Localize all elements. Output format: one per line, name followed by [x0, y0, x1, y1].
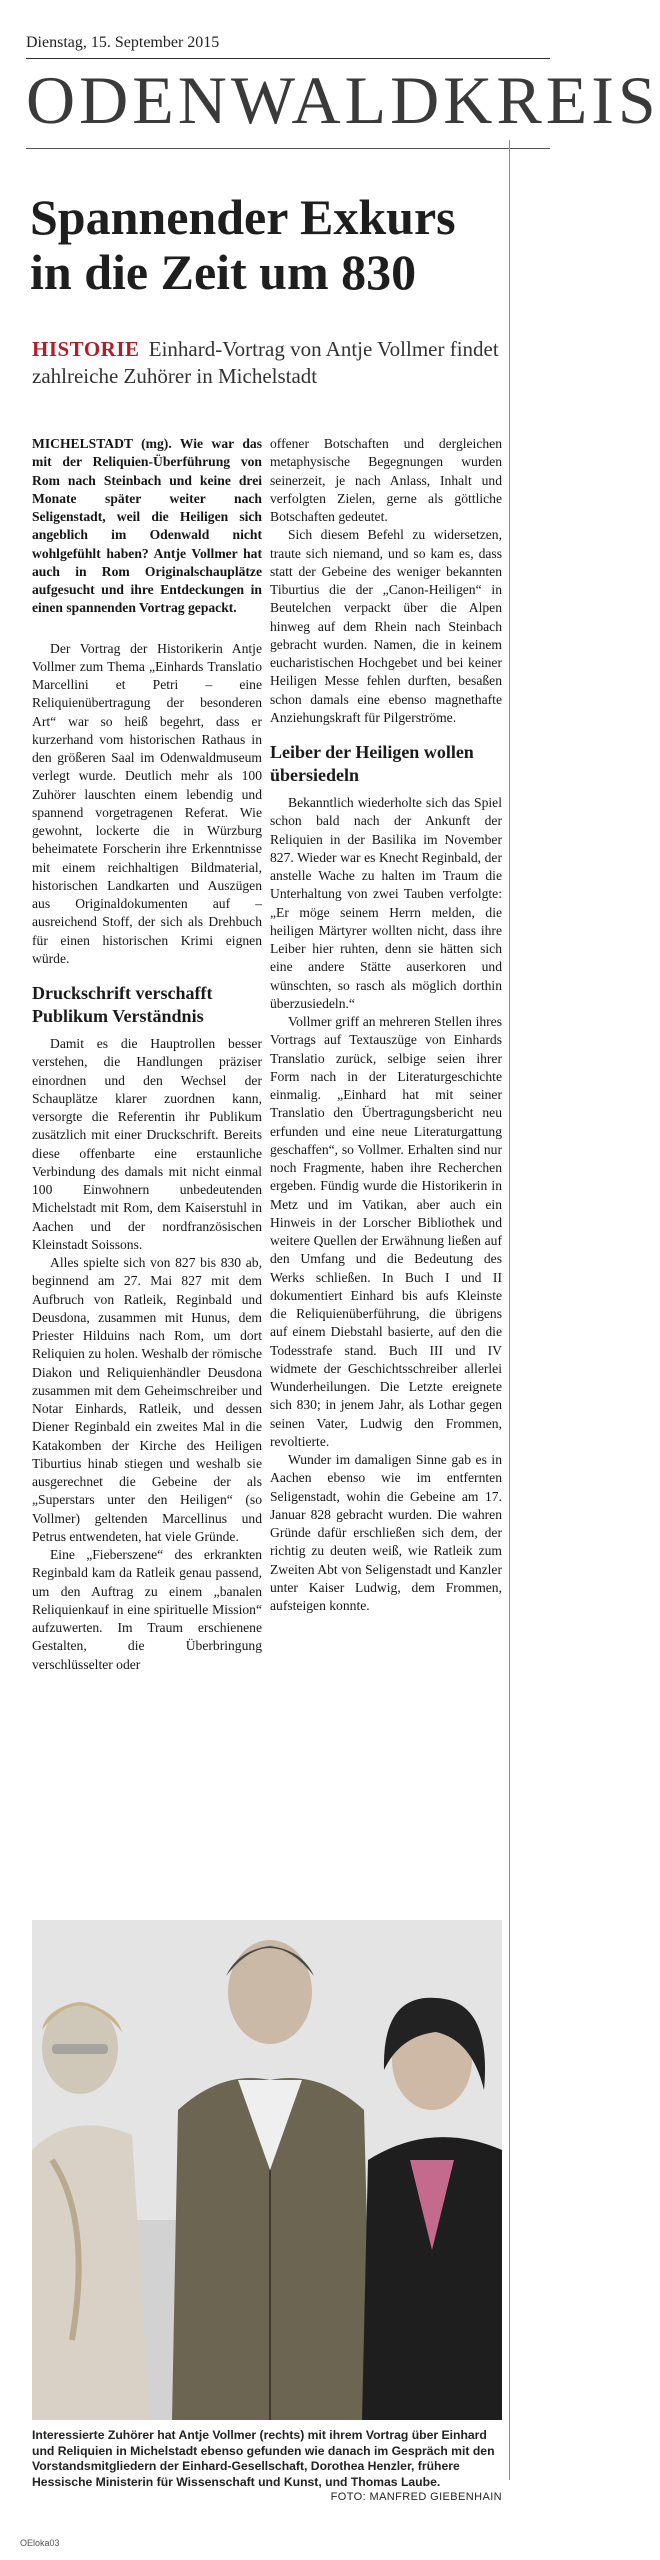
paragraph-6: Sich diesem Befehl zu widersetzen, traute sich niemand, und so kam es, dass statt der Gebeine des weniger bekannten Tiburtius die der „Canon-Heiligen“ in Beutelchen verpackt über die Alpen hinweg auf dem Rhein nach Steinbach gebracht wurden. Namen, die in keinem eucharistischen Hochgebet und bei keiner Heiligen Messe fehlen durften, besaßen schon damals eine ebenso magnethafte Anziehungskraft für Pilgerströme.	[270, 527, 502, 725]
paragraph-3: Alles spielte sich von 827 bis 830 ab, beginnend am 27. Mai 827 mit dem Aufbruch von Ratleik, Reginbald und Deusdona, zusammen mit Hunus, dem Priester Hilduins nach Rom, um dort Reliquien zu holen. Weshalb der römische Diakon und Reliquienhändler Deusdona zusammen mit dem Geheimschreiber und Notar Einhards, Ratleik, und dessen Diener Reginbald ein zweites Mal in die Katakomben der Kirche des Heiligen Tiburtius hinab stiegen und weshalb sie ausgerechnet die Gebeine der als „Superstars unter den Heiligen“ (so Vollmer) geltenden Marcellinus und Petrus entwendeten, hat viele Gründe.	[32, 1255, 262, 1544]
kicker-tag: HISTORIE	[32, 337, 140, 361]
page-code: OEloka03	[20, 2538, 60, 2548]
paragraph-7: Bekanntlich wiederholte sich das Spiel schon bald nach der Ankunft der Reliquien in der Basilika im November 827. Wieder war es Knecht Reginbald, der anstelle Wache zu halten im Traum die Unterhaltung von zwei Tauben verfolgte: „Er möge seinem Herrn melden, die heiligen Märtyrer wollten nicht, dass ihre Leiber hier ruhten, denn sie hätten sich eine andere Stätte auserkoren und wünschten, so rasch als möglich dorthin überzusiedeln.“	[270, 795, 502, 1011]
issue-date: Dienstag, 15. September 2015	[26, 34, 220, 51]
subheading-1: Druckschrift verschafft Publikum Verständnis	[32, 983, 213, 1026]
header-rule	[26, 58, 550, 59]
paragraph-1: Der Vortrag der Historikerin Antje Vollmer zum Thema „Einhards Translatio Marcellini et Petri – eine Reliquienübertragung der besonderen Art“ war so heiß begehrt, dass er kurzerhand vom historischen Rathaus in den größeren Saal im Odenwaldmuseum verlegt wurde. Deutlich mehr als 100 Zuhörer lauschten einem lebendig und spannend vorgetragenen Referat. Wie gewohnt, lockerte die in Würzburg beheimatete Forscherin ihre Erkenntnisse mit einem reichhaltigen Bildmaterial, historischen Landkarten und Auszügen aus Originaldokumenten auf – ausreichend Stoff, der sich als Drehbuch für einen historischen Krimi eignen würde.	[32, 640, 262, 966]
caption-text: Interessierte Zuhörer hat Antje Vollmer (rechts) mit ihrem Vortrag über Einhard und Reliquien in Michelstadt ebenso gefunden wie danach im Gespräch mit den Vorstandsmitgliedern der Einhard-Gesellschaft, Dorothea Henzler, frühere Hessische Ministerin für Wissenschaft und Kunst, und Thomas Laube.	[32, 2428, 495, 2489]
right-margin-rule	[509, 140, 510, 2480]
paragraph-2: Damit es die Hauptrollen besser verstehen, die Handlungen präziser einordnen und den Wechsel der Schauplätze klarer zuordnen kann, versorgte die Referentin ihr Publikum zusätzlich mit einer Druckschrift. Bereits diese offenbarte eine erstaunliche Verbindung des damals mit nicht einmal 100 Einwohnern unbedeutenden Michelstadt mit Rom, dem Kaiserstuhl in Aachen und der nordfranzösischen Kleinstadt Soissons.	[32, 1036, 262, 1252]
article-headline	[30, 190, 500, 300]
article-column-right	[270, 435, 502, 1615]
paragraph-8: Vollmer griff an mehreren Stellen ihres Vortrags auf Textauszüge von Einhards Translatio zurück, selbige seien ihrer Form nach in der Literaturgeschichte einmalig. „Einhard hat mit seiner Translatio den Übertragungsbericht neu erfunden und eine neue Literaturgattung geschaffen“, so Vollmer. Erhalten sind nur noch Fragmente, haben ihre Recherchen ergeben. Fündig wurde die Historikerin in Metz und im Vatikan, aber auch ein Hinweis in der Lorscher Bibliothek und weitere Quellen der Erwähnung ließen auf den Umfang und die Bedeutung des Werks schließen. In Buch I und II dokumentiert Einhard bis aufs Kleinste die Reliquienüberführung, die übrigens auf einem Diebstahl basierte, auf den die Todesstrafe stand. Buch III und IV widmete der Geschichtsschreiber allerlei Wunderheilungen. Die Letzte ereignete sich 830; in jenem Jahr, als Lothar gegen seinen Vater, Ludwig den Frommen, revoltierte.	[270, 1014, 502, 1449]
lead-spacer	[32, 618, 262, 640]
photo-illustration	[32, 1920, 502, 2420]
paragraph-9: Wunder im damaligen Sinne gab es in Aachen ebenso wie im entfernten Seligenstadt, wohin die Gebeine am 17. Januar 828 gebracht wurden. Die wahren Gründe dafür erschließen sich dem, der richtig zu deuten weiß, wie Ratleik zum Zweiten Abt von Seligenstadt und Kanzler unter Kaiser Ludwig, dem Frommen, aufsteigen konnte.	[270, 1452, 502, 1613]
kicker-text: Einhard-Vortrag von Antje Vollmer findet zahlreiche Zuhörer in Michelstadt	[32, 337, 499, 389]
subheading-2: Leiber der Heiligen wollen übersiedeln	[270, 742, 474, 785]
photo-credit: FOTO: MANFRED GIEBENHAIN	[330, 2491, 502, 2503]
headline-line-2: in die Zeit um 830	[30, 244, 417, 300]
section-title: ODENWALDKREIS	[26, 62, 660, 138]
article-column-left	[32, 435, 262, 1674]
article-lead: MICHELSTADT (mg). Wie war das mit der Reliquien-Überführung von Rom nach Steinbach und keine drei Monate später weiter nach Seligenstadt, weil die Heiligen sich angeblich im Odenwald nicht wohlgefühlt haben? Antje Vollmer hat auch in Rom Originalschauplätze aufgesucht und ihre Entdeckungen in einen spannenden Vortrag gepackt.	[32, 436, 262, 616]
paragraph-4: Eine „Fieberszene“ des erkrankten Reginbald kam da Ratleik genau passend, um den Auftrag zu einem „banalen Reliquienkauf in eine spirituelle Mission“ aufzuwerten. Im Traum erschienene Gestalten, die Überbringung verschlüsselter oder	[32, 1547, 262, 1672]
section-rule	[26, 148, 550, 149]
paragraph-5: offener Botschaften und dergleichen metaphysische Begegnungen wurden seinerzeit, je nach Anlass, Inhalt und verfolgten Zielen, gerne als göttliche Botschaften gedeutet.	[270, 436, 502, 524]
headline-line-1: Spannender Exkurs	[30, 189, 456, 245]
article-photo	[32, 1920, 502, 2420]
photo-caption	[32, 2428, 502, 2506]
article-kicker	[32, 336, 502, 391]
